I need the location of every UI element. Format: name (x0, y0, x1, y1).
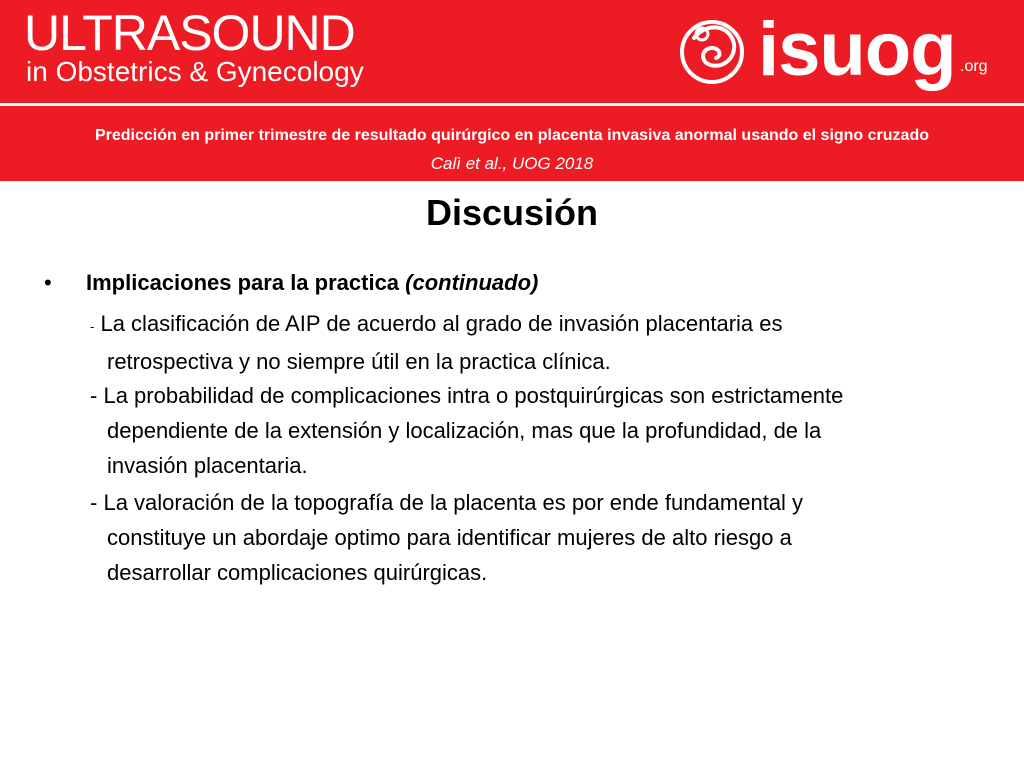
point-3-text-2: constituye un abordaje optimo para identificar mujeres de alto riesgo a (107, 525, 792, 550)
logo-wordmark: isuog (758, 7, 956, 92)
point-3 (90, 485, 990, 590)
bullet-marker: • (44, 270, 52, 295)
bullet-heading-label: Implicaciones para la practica (86, 270, 400, 295)
section-heading: Discusión (425, 192, 599, 233)
point-3-text-3: desarrollar complicaciones quirúrgicas. (107, 560, 488, 585)
point-dash: - (90, 319, 95, 334)
bullet-heading (86, 268, 538, 298)
isuog-logo (672, 8, 1002, 98)
journal-subtitle: in Obstetrics & Gynecology (26, 56, 364, 87)
point-3-line-1 (90, 485, 990, 520)
journal-title: ULTRASOUND (24, 5, 355, 61)
citation: Calì et al., UOG 2018 (430, 154, 594, 173)
point-2 (90, 378, 990, 483)
header-banner (0, 0, 1024, 181)
point-2-text-2: dependiente de la extensión y localización, mas que la profundidad, de la (107, 418, 822, 443)
point-3-text-1: La valoración de la topografía de la placenta es por ende fundamental y (103, 490, 804, 515)
header-divider (0, 103, 1024, 106)
logo-suffix: .org (960, 58, 988, 75)
bullet-heading-note: (continuado) (405, 270, 539, 295)
point-2-text-1: La probabilidad de complicaciones intra o postquirúrgicas son estrictamente (103, 383, 844, 408)
point-dash: - (90, 383, 98, 408)
point-2-text-3: invasión placentaria. (107, 453, 308, 478)
point-1-text-2: retrospectiva y no siempre útil en la practica clínica. (107, 349, 611, 374)
point-1-text-1: La clasificación de AIP de acuerdo al grado de invasión placentaria es (100, 311, 783, 336)
point-1-line-1 (90, 306, 990, 344)
isuog-fetus-logo-icon (672, 8, 756, 92)
point-2-line-1 (90, 378, 990, 413)
article-title: Predicción en primer trimestre de resultado quirúrgico en placenta invasiva anormal usando el signo cruzado (94, 127, 929, 144)
point-dash: - (90, 490, 98, 515)
point-1 (90, 306, 990, 379)
